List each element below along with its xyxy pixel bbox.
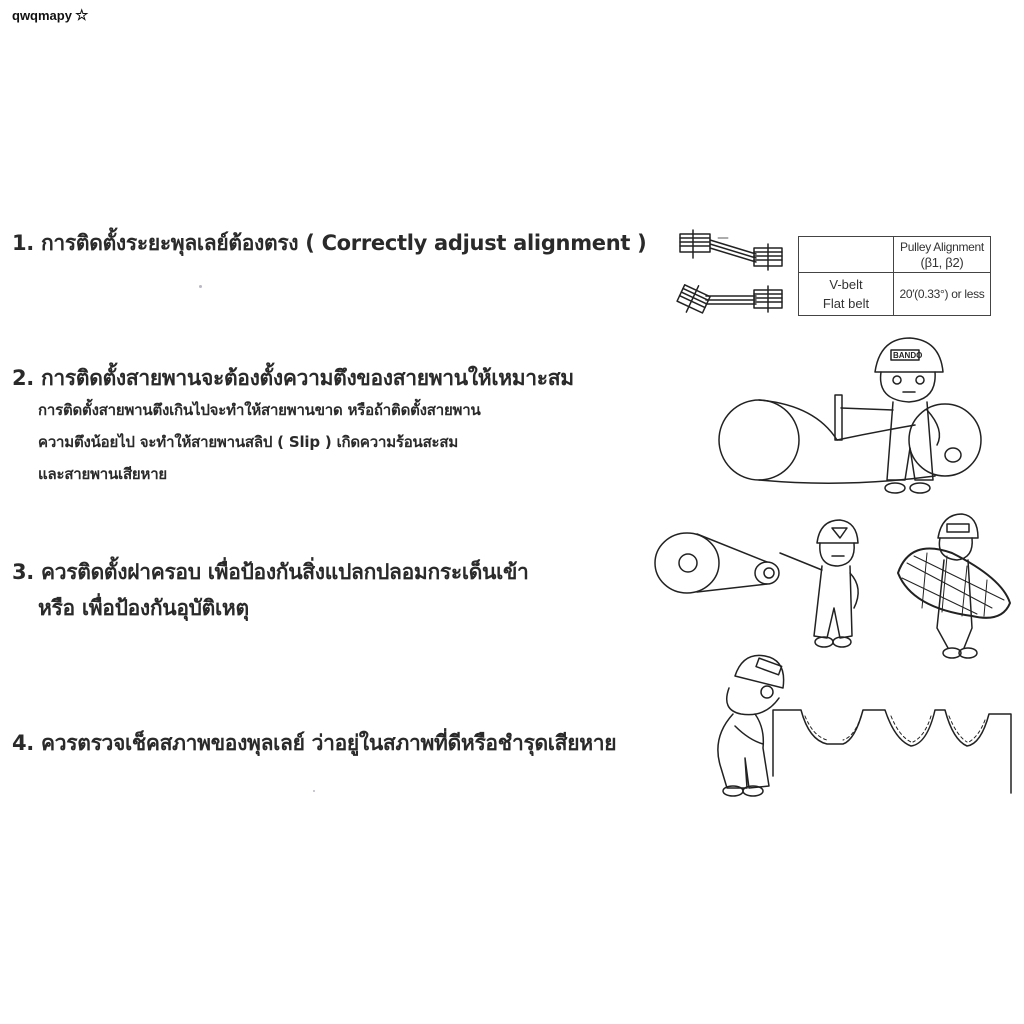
brand-name[interactable]: qwqmapy xyxy=(12,8,72,23)
section-number: 4. xyxy=(12,731,34,755)
table-header-empty xyxy=(799,237,894,273)
belt-tension-worker-illustration xyxy=(715,330,985,500)
belt-cover-illustration xyxy=(652,508,1022,663)
table-header-row xyxy=(799,237,991,273)
section-2-line-1: การติดตั้งสายพานตึงเกินไปจะทำให้สายพานขาด หรือถ้าติดตั้งสายพาน xyxy=(38,401,481,419)
alignment-value-cell: 20′(0.33°) or less xyxy=(894,273,991,316)
star-outline-icon[interactable]: ☆ xyxy=(74,7,89,24)
scan-speck xyxy=(199,285,202,288)
header-line-2: (β1, β2) xyxy=(920,254,964,270)
section-2-line-2: ความตึงน้อยไป จะทำให้สายพานสลิป ( Slip ) เกิดความร้อนสะสม xyxy=(38,433,459,451)
pulley-alignment-diagram xyxy=(678,230,788,320)
belt-type-cell xyxy=(799,273,894,316)
section-title: การติดตั้งระยะพุลเลย์ต้องตรง ( Correctly adjust alignment ) xyxy=(41,231,647,255)
section-title: การติดตั้งสายพานจะต้องตั้งความตึงของสายพานให้เหมาะสม xyxy=(41,366,574,390)
pulley-inspection-illustration xyxy=(705,648,1020,798)
section-number: 1. xyxy=(12,231,34,255)
section-number: 3. xyxy=(12,560,34,584)
svg-text:BANDO: BANDO xyxy=(893,351,923,360)
section-title: ควรติดตั้งฝาครอบ เพื่อป้องกันสิ่งแปลกปลอมกระเด็นเข้า xyxy=(41,560,529,584)
belt-type-flat-belt: Flat belt xyxy=(822,296,870,312)
table-header-pulley-alignment xyxy=(894,237,991,273)
section-1-heading xyxy=(12,227,646,260)
section-number: 2. xyxy=(12,366,34,390)
scan-speck xyxy=(313,790,315,792)
header-line-1: Pulley Alignment xyxy=(900,239,984,254)
table-row xyxy=(799,273,991,316)
belt-type-v-belt: V-belt xyxy=(829,277,863,293)
section-title: ควรตรวจเช็คสภาพของพุลเลย์ ว่าอยู่ในสภาพที่ดีหรือชำรุดเสียหาย xyxy=(41,731,617,755)
section-2-heading xyxy=(12,362,574,395)
section-4-heading xyxy=(12,727,616,760)
section-2-line-3: และสายพานเสียหาย xyxy=(38,465,168,483)
section-3-continuation: หรือ เพื่อป้องกันอุบัติเหตุ xyxy=(38,596,249,620)
section-3-heading xyxy=(12,556,529,589)
pulley-alignment-table xyxy=(798,236,991,316)
brand-header[interactable] xyxy=(12,8,88,23)
